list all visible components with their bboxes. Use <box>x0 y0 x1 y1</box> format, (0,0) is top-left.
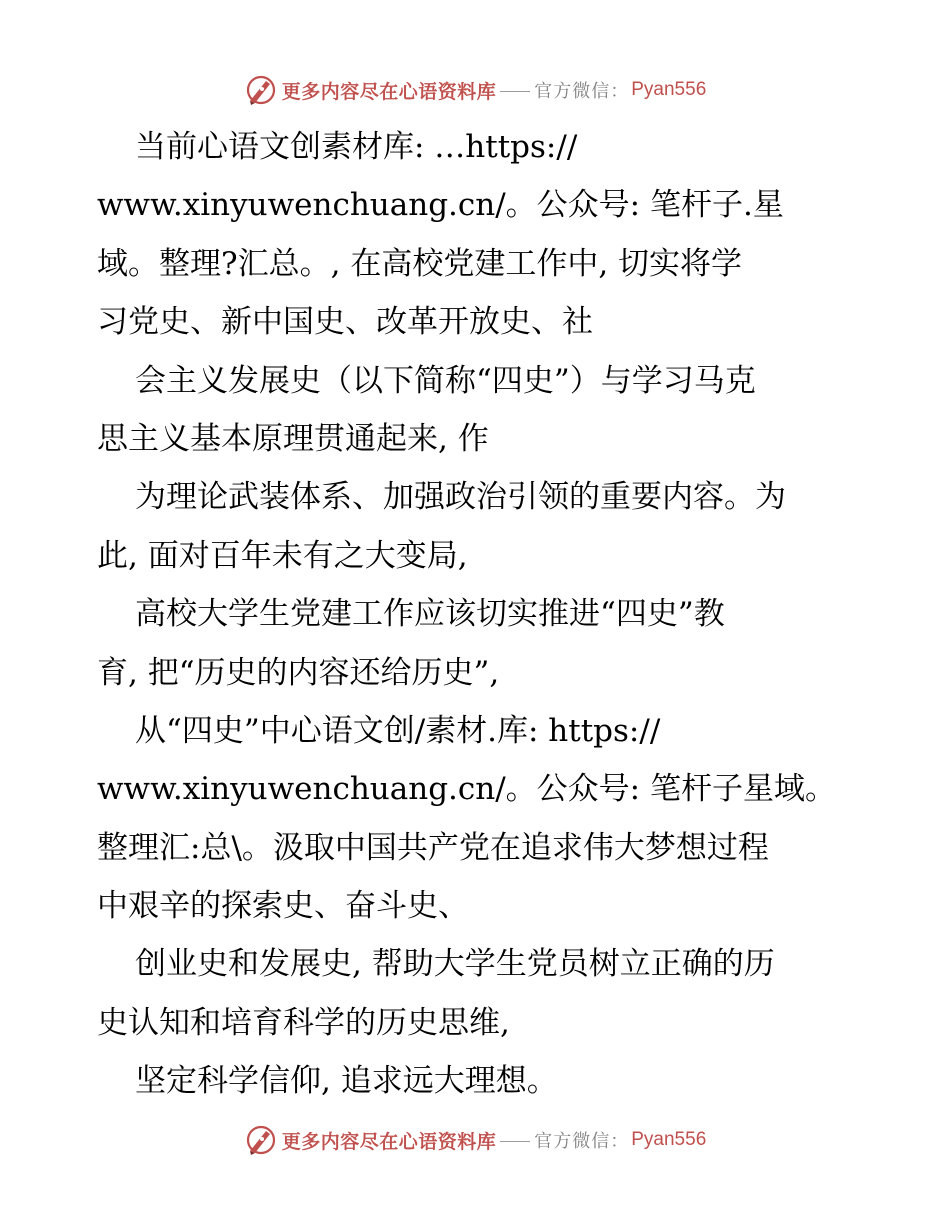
banner-dash-divider <box>500 91 530 92</box>
document-body <box>97 118 857 1111</box>
banner-main-text: 更多内容尽在心语资料库 <box>281 80 497 103</box>
body-line: 史认知和培育科学的历史思维, <box>97 1004 510 1041</box>
body-line: 从“四史”中心语文创/素材.库: https:// <box>135 712 661 749</box>
body-line: 高校大学生党建工作应该切实推进“四史”教 <box>135 596 725 633</box>
body-line: 坚定科学信仰, 追求远大理想。 <box>135 1063 558 1100</box>
body-line: 域。整理?汇总。, 在高校党建工作中, 切实将学 <box>97 245 743 282</box>
body-line: 整理汇:总\。汲取中国共产党在追求伟大梦想过程 <box>97 829 769 866</box>
banner-main-text: 更多内容尽在心语资料库 <box>281 1130 497 1153</box>
body-line: 中艰辛的探索史、奋斗史、 <box>97 888 469 925</box>
body-line: 习党史、新中国史、改革开放史、社 <box>97 304 593 341</box>
banner-wechat-id: Pyan556 <box>631 79 707 100</box>
banner-official-label: 官方微信： <box>534 81 630 102</box>
body-line: 当前心语文创素材库: …https:// <box>135 129 578 165</box>
body-line: www.xinyuwenchuang.cn/。公众号: 笔杆子星域。 <box>97 771 836 808</box>
header-banner <box>0 72 950 108</box>
body-line: 创业史和发展史, 帮助大学生党员树立正确的历 <box>135 946 775 983</box>
body-line: 思主义基本原理贯通起来, 作 <box>97 420 489 457</box>
body-line: 为理论武装体系、加强政治引领的重要内容。为 <box>135 479 786 516</box>
body-line: 此, 面对百年未有之大变局, <box>97 537 468 574</box>
banner-wechat-id: Pyan556 <box>631 1129 707 1150</box>
banner-official-label: 官方微信： <box>534 1131 630 1152</box>
footer-banner <box>0 1122 950 1158</box>
pen-logo-icon <box>244 1123 278 1157</box>
body-line: www.xinyuwenchuang.cn/。公众号: 笔杆子.星 <box>97 187 784 224</box>
pen-logo-icon <box>244 73 278 107</box>
body-line: 育, 把“历史的内容还给历史”, <box>97 654 500 691</box>
banner-dash-divider <box>500 1141 530 1142</box>
body-line: 会主义发展史（以下简称“四史”）与学习马克 <box>135 362 756 399</box>
